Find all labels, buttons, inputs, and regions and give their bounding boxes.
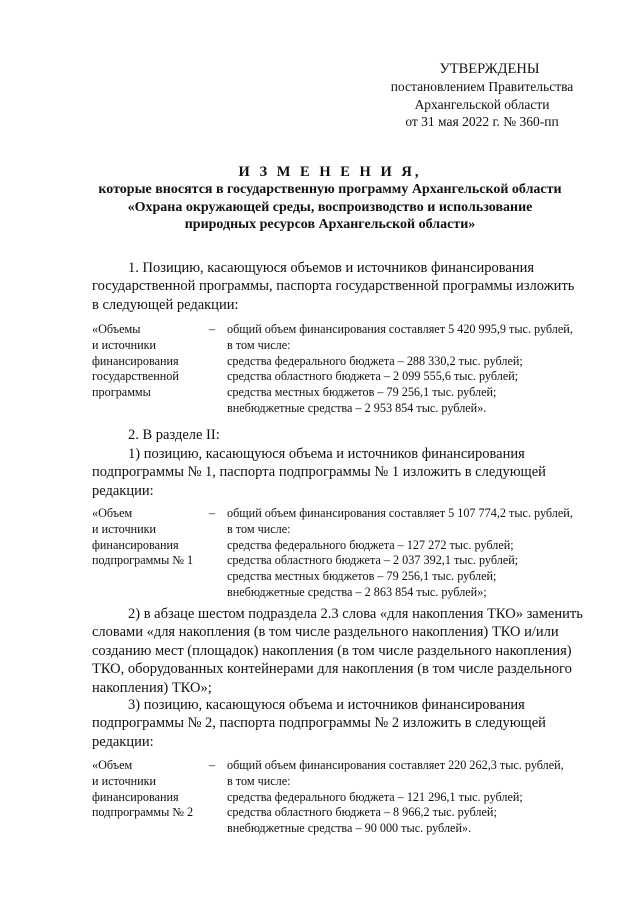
text-line: в следующей редакции: <box>92 296 239 313</box>
text-line: редакции: <box>92 482 154 499</box>
financing-table-program <box>92 322 602 422</box>
table-label: «Объемы и источники финансирования государственной программы <box>92 322 179 400</box>
table-label: «Объем и источники финансирования подпрограммы № 2 <box>92 758 194 820</box>
text-line: 3) позицию, касающуюся объема и источников финансирования <box>128 697 525 713</box>
text-line: 1. Позицию, касающуюся объемов и источников финансирования <box>128 260 535 276</box>
financing-table-subprogram-1 <box>92 506 602 606</box>
text-line: словами «для накопления (в том числе раздельного накопления) ТКО и/или <box>92 624 559 641</box>
approval-line: постановлением Правительства <box>390 79 574 94</box>
table-dash: – <box>209 758 216 772</box>
approval-line: Архангельской области <box>414 96 550 112</box>
paragraph-3 <box>92 445 598 500</box>
text-line: 2) в абзаце шестом подраздела 2.3 слова «для накопления ТКО» заменить <box>128 606 583 622</box>
title-line: «Охрана окружающей среды, воспроизводство и использование <box>127 199 533 215</box>
table-values: общий объем финансирования составляет 5 420 995,9 тыс. рублей, в том числе: средства федерального бюджета – 288 330,2 тыс. рублей; средства областного бюджета – 2 099 555,6 тыс. рублей; средства местных бюджетов – 79 256,1 тыс. рублей; внебюджетные средства – 2 953 854 тыс. рублей». <box>227 322 573 415</box>
text-line: подпрограммы № 1, паспорта подпрограммы № 1 изложить в следующей <box>92 464 546 481</box>
table-dash: – <box>209 506 216 520</box>
text-line: созданию мест (площадок) накопления (в том числе раздельного накопления) <box>92 642 572 659</box>
table-label: «Объем и источники финансирования подпрограммы № 1 <box>92 506 194 568</box>
text-line: ТКО, оборудованных контейнерами для накопления (в том числе раздельного <box>92 661 572 678</box>
text-line: 2. В разделе II: <box>128 427 220 443</box>
title-line: которые вносятся в государственную программу Архангельской области <box>98 182 562 197</box>
paragraph-5 <box>92 696 598 751</box>
document-title <box>60 163 600 234</box>
table-values: общий объем финансирования составляет 5 107 774,2 тыс. рублей, в том числе: средства федерального бюджета – 127 272 тыс. рублей; средства областного бюджета – 2 037 392,1 тыс. рублей; средства местных бюджетов – 79 256,1 тыс. рублей; внебюджетные средства – 2 863 854 тыс. рублей»; <box>227 506 573 599</box>
paragraph-4 <box>92 605 598 697</box>
title-line: природных ресурсов Архангельской области» <box>184 217 476 233</box>
text-line: редакции: <box>92 733 154 750</box>
paragraph-1 <box>92 259 598 314</box>
approval-heading: УТВЕРЖДЕНЫ <box>439 61 540 77</box>
financing-table-subprogram-2 <box>92 758 602 843</box>
text-line: подпрограммы № 2, паспорта подпрограммы № 2 изложить в следующей <box>92 715 546 732</box>
paragraph-2 <box>92 426 598 444</box>
approval-block <box>342 60 582 131</box>
table-values: общий объем финансирования составляет 220 262,3 тыс. рублей, в том числе: средства федерального бюджета – 121 296,1 тыс. рублей; средства областного бюджета – 8 966,2 тыс. рублей; внебюджетные средства – 90 000 тыс. рублей». <box>227 758 564 836</box>
approval-line: от 31 мая 2022 г. № 360-пп <box>405 114 559 130</box>
text-line: накопления) ТКО»; <box>92 679 212 696</box>
table-dash: – <box>209 322 216 336</box>
text-line: 1) позицию, касающуюся объема и источников финансирования <box>128 446 525 462</box>
text-line: государственной программы, паспорта государственной программы изложить <box>92 278 575 295</box>
title-changes: И З М Е Н Е Н И Я, <box>238 164 422 180</box>
